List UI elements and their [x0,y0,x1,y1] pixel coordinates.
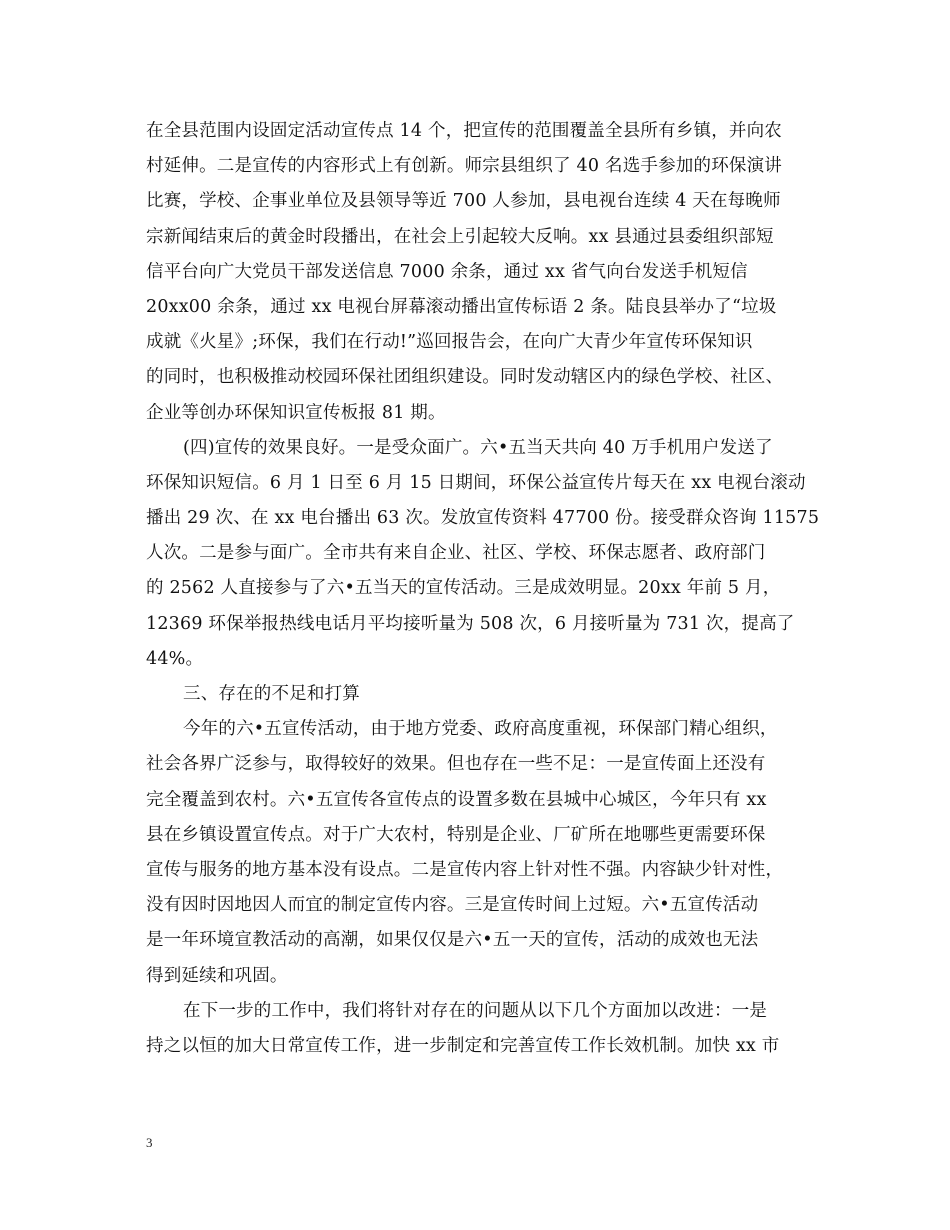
text-line: 的 2562 人直接参与了六•五当天的宣传活动。三是成效明显。20xx 年前 5 月， [146,578,781,599]
text-line: 企业等创办环保知识宣传板报 81 期。 [146,402,446,423]
text-line: 信平台向广大党员干部发送信息 7000 余条，通过 xx 省气向台发送手机短信 [146,261,748,282]
paragraph-start-line: 在下一步的工作中，我们将针对存在的问题从以下几个方面加以改进：一是 [183,1000,768,1021]
text-line: 比赛，学校、企事业单位及县领导等近 700 人参加，县电视台连续 4 天在每晚师 [146,191,781,212]
text-line: 是一年环境宣教活动的高潮，如果仅仅是六•五一天的宣传，活动的成效也无法 [146,930,759,951]
text-line: 宣传与服务的地方基本没有设点。二是宣传内容上针对性不强。内容缺少针对性， [146,859,784,880]
text-line: 12369 环保举报热线电话月平均接听量为 508 次，6 月接听量为 731 次，提高了 [146,613,795,634]
text-line: 宗新闻结束后的黄金时段播出，在社会上引起较大反响。xx 县通过县委组织部短 [146,226,774,247]
text-line: 村延伸。二是宣传的内容形式上有创新。师宗县组织了 40 名选手参加的环保演讲 [146,156,782,177]
text-line: 社会各界广泛参与，取得较好的效果。但也存在一些不足：一是宣传面上还没有 [146,754,766,775]
text-line: 得到延续和巩固。 [146,965,288,986]
paragraph-start-line: 今年的六•五宣传活动，由于地方党委、政府高度重视，环保部门精心组织， [183,719,778,740]
text-line: 成就《火星》;环保，我们在行动!”巡回报告会，在向广大青少年宣传环保知识 [146,332,753,353]
text-line: 环保知识短信。6 月 1 日至 6 月 15 日期间，环保公益宣传片每天在 xx 电视台滚动 [146,472,806,493]
text-line: 没有因时因地因人而宜的制定宣传内容。三是宣传时间上过短。六•五宣传活动 [146,895,759,916]
text-line: 县在乡镇设置宣传点。对于广大农村，特别是企业、厂矿所在地哪些更需要环保 [146,824,766,845]
text-line: 的同时，也积极推动校园环保社团组织建设。同时发动辖区内的绿色学校、社区、 [146,367,784,388]
text-line: 完全覆盖到农村。六•五宣传各宣传点的设置多数在县城中心城区，今年只有 xx [146,789,767,810]
page-number: 3 [146,1135,153,1150]
text-line: 20xx00 余条，通过 xx 电视台屏幕滚动播出宣传标语 2 条。陆良县举办了“垃圾 [146,296,777,317]
text-line: 播出 29 次、在 xx 电台播出 63 次。发放宣传资料 47700 份。接受群众咨询 11575 [146,508,820,529]
paragraph-start-line: (四)宣传的效果良好。一是受众面广。六•五当天共向 40 万手机用户发送了 [183,437,773,458]
text-line: 在全县范围内设固定活动宣传点 14 个，把宣传的范围覆盖全县所有乡镇，并向农 [146,121,782,141]
text-line: 人次。二是参与面广。全市共有来自企业、社区、学校、环保志愿者、政府部门 [146,543,766,564]
section-heading: 三、存在的不足和打算 [183,684,360,704]
text-line: 持之以恒的加大日常宣传工作，进一步制定和完善宣传工作长效机制。加快 xx 市 [146,1035,780,1056]
body-text [146,114,820,1064]
text-line: 44%。 [146,648,204,669]
